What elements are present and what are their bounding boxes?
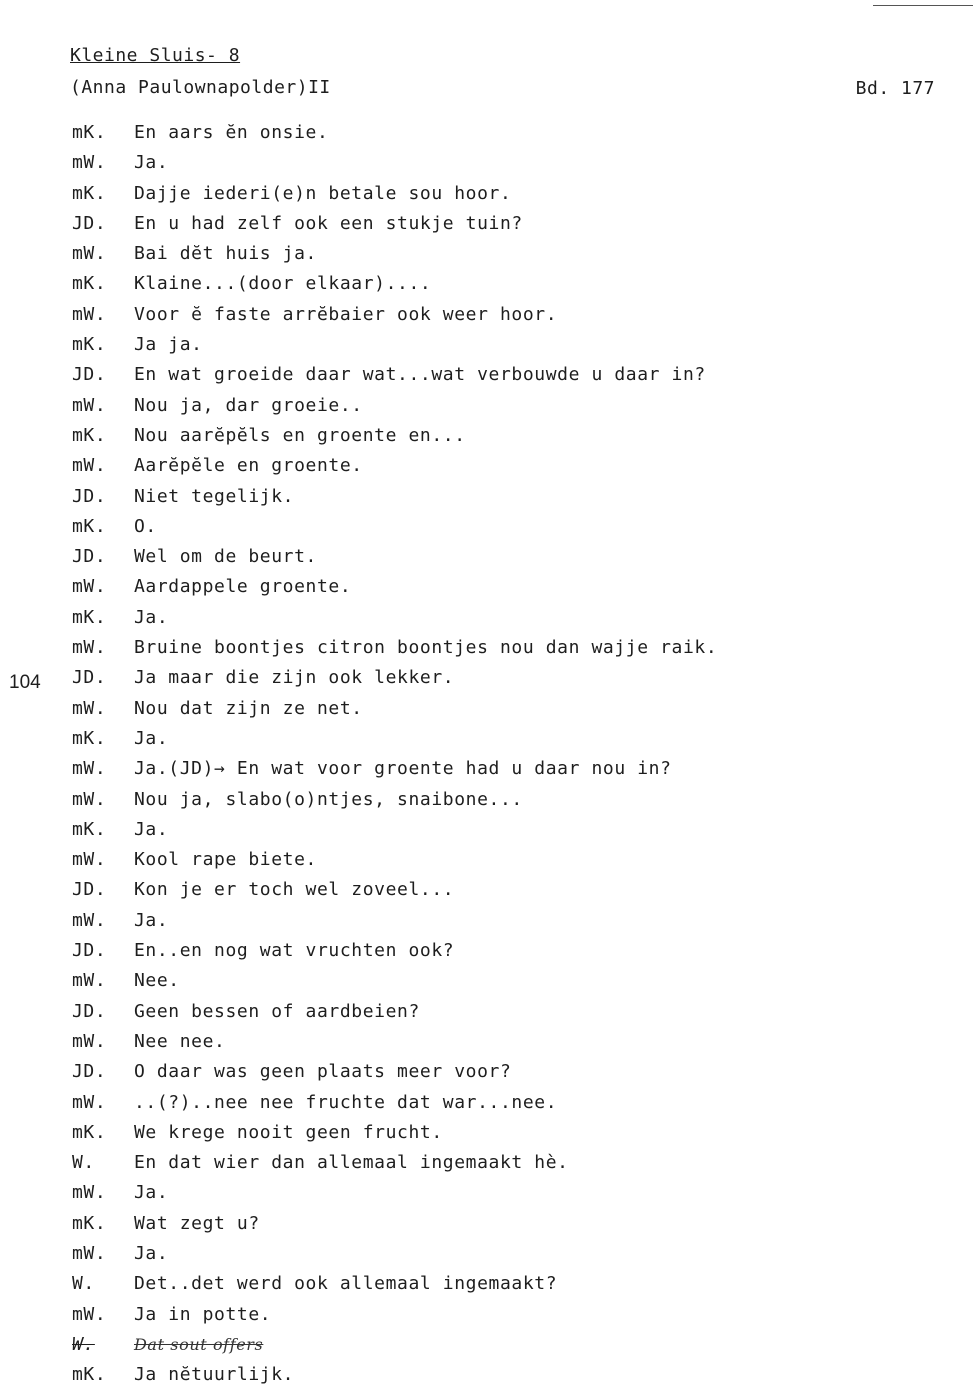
utterance-text: Ja maar die zijn ook lekker. <box>134 667 455 689</box>
utterance-text: En..en nog wat vruchten ook? <box>134 940 455 962</box>
speaker-label: mW. <box>72 394 107 416</box>
transcript-line <box>0 269 973 299</box>
transcript-line <box>0 906 973 936</box>
speaker-label: mW. <box>72 303 107 325</box>
utterance-text: En dat wier dan allemaal ingemaakt hè. <box>134 1152 569 1174</box>
utterance-text: ..(?)..nee nee fruchte dat war...nee. <box>134 1091 558 1113</box>
transcript-line <box>0 1088 973 1118</box>
transcript-line <box>0 572 973 602</box>
transcript-line <box>0 1300 973 1330</box>
speaker-label: mW. <box>72 1242 107 1264</box>
utterance-text: We krege nooit geen frucht. <box>134 1121 443 1143</box>
transcript-body <box>0 118 973 1390</box>
utterance-text: Det..det werd ook allemaal ingemaakt? <box>134 1273 558 1295</box>
speaker-label: mW. <box>72 1303 107 1325</box>
speaker-label: mW. <box>72 576 107 598</box>
transcript-line <box>0 512 973 542</box>
transcript-line <box>0 997 973 1027</box>
transcript-line <box>0 391 973 421</box>
utterance-text: Niet tegelijk. <box>134 485 295 507</box>
page-subtitle: (Anna Paulownapolder)II <box>70 77 331 98</box>
transcript-line <box>0 694 973 724</box>
utterance-text: En wat groeide daar wat...wat verbouwde u daar in? <box>134 364 706 386</box>
transcript-line <box>0 633 973 663</box>
transcript-line <box>0 239 973 269</box>
speaker-label: mW. <box>72 455 107 477</box>
speaker-label: mW. <box>72 849 107 871</box>
transcript-line <box>0 875 973 905</box>
speaker-label: mK. <box>72 122 107 143</box>
transcript-line <box>0 1209 973 1239</box>
utterance-text: Ja in potte. <box>134 1303 272 1325</box>
utterance-text: Ja.(JD)→ En wat voor groente had u daar nou in? <box>134 758 672 780</box>
transcript-line <box>0 1269 973 1299</box>
utterance-text: En u had zelf ook een stukje tuin? <box>134 212 523 234</box>
speaker-label: mW. <box>72 788 107 810</box>
utterance-text: Nou dat zijn ze net. <box>134 697 363 719</box>
transcript-line <box>0 724 973 754</box>
transcript-line <box>0 1027 973 1057</box>
transcript-line <box>0 815 973 845</box>
speaker-label: JD. <box>72 1061 107 1083</box>
transcript-line <box>0 1239 973 1269</box>
utterance-text: Nou ja, dar groeie.. <box>134 394 363 416</box>
speaker-label: mW. <box>72 909 107 931</box>
transcript-line <box>0 148 973 178</box>
speaker-label: mK. <box>72 606 107 628</box>
speaker-label: JD. <box>72 485 107 507</box>
transcript-line <box>0 118 973 148</box>
speaker-label: W. <box>72 1152 95 1174</box>
utterance-text: Geen bessen of aardbeien? <box>134 1000 420 1022</box>
transcript-line <box>0 1330 973 1360</box>
transcript-line <box>0 1118 973 1148</box>
utterance-text: Nee nee. <box>134 1030 226 1052</box>
speaker-label: W. <box>72 1273 95 1295</box>
transcript-line <box>0 1148 973 1178</box>
utterance-text: Nou ja, slabo(o)ntjes, snaibone... <box>134 788 523 810</box>
transcript-line <box>0 845 973 875</box>
utterance-text: Dat sout offers <box>134 1334 264 1354</box>
speaker-label: mW. <box>72 1182 107 1204</box>
speaker-label: mK. <box>72 273 107 295</box>
speaker-label: mK. <box>72 334 107 356</box>
utterance-text: Ja. <box>134 909 169 931</box>
transcript-line <box>0 421 973 451</box>
utterance-text: Aarĕpĕle en groente. <box>134 455 363 477</box>
speaker-label: mK. <box>72 818 107 840</box>
speaker-label: mW. <box>72 970 107 992</box>
speaker-label: mW. <box>72 243 107 265</box>
speaker-label: JD. <box>72 212 107 234</box>
speaker-label: mK. <box>72 182 107 204</box>
transcript-line <box>0 754 973 784</box>
utterance-text: Voor ĕ faste arrĕbaier ook weer hoor. <box>134 303 558 325</box>
utterance-text: Kool rape biete. <box>134 849 317 871</box>
transcript-line <box>0 360 973 390</box>
speaker-label: JD. <box>72 364 107 386</box>
margin-note: 104 <box>9 672 41 693</box>
speaker-label: mW. <box>72 1091 107 1113</box>
transcript-line <box>0 330 973 360</box>
page-title: Kleine Sluis- 8 <box>70 45 241 66</box>
transcript-line <box>0 785 973 815</box>
speaker-label: JD. <box>72 879 107 901</box>
speaker-label: mK. <box>72 1212 107 1234</box>
speaker-label: mW. <box>72 637 107 659</box>
speaker-label: JD. <box>72 546 107 568</box>
transcript-line <box>0 1178 973 1208</box>
utterance-text: O daar was geen plaats meer voor? <box>134 1061 512 1083</box>
utterance-text: Dajje iederi(e)n betale sou hoor. <box>134 182 512 204</box>
utterance-text: Ja. <box>134 1182 169 1204</box>
speaker-label: W. <box>72 1333 95 1355</box>
transcript-line <box>0 482 973 512</box>
transcript-line <box>0 209 973 239</box>
top-edge-rule <box>873 5 973 6</box>
transcript-line <box>0 663 973 693</box>
transcript-line <box>0 603 973 633</box>
utterance-text: Ja. <box>134 1242 169 1264</box>
utterance-text: Wel om de beurt. <box>134 546 317 568</box>
utterance-text: Ja. <box>134 606 169 628</box>
transcript-line <box>0 542 973 572</box>
speaker-label: mW. <box>72 1030 107 1052</box>
utterance-text: Ja. <box>134 818 169 840</box>
utterance-text: Klaine...(door elkaar).... <box>134 273 432 295</box>
utterance-text: Wat zegt u? <box>134 1212 260 1234</box>
utterance-text: Nee. <box>134 970 180 992</box>
speaker-label: mW. <box>72 697 107 719</box>
transcript-line <box>0 936 973 966</box>
transcript-line <box>0 451 973 481</box>
utterance-text: Ja ja. <box>134 334 203 356</box>
utterance-text: Ja. <box>134 152 169 174</box>
utterance-text: O. <box>134 515 157 537</box>
speaker-label: mK. <box>72 424 107 446</box>
utterance-text: Kon je er toch wel zoveel... <box>134 879 455 901</box>
utterance-text: Aardappele groente. <box>134 576 352 598</box>
transcript-line <box>0 300 973 330</box>
transcript-line <box>0 1057 973 1087</box>
transcript-line <box>0 179 973 209</box>
speaker-label: JD. <box>72 1000 107 1022</box>
speaker-label: mK. <box>72 727 107 749</box>
transcript-line <box>0 966 973 996</box>
speaker-label: mW. <box>72 152 107 174</box>
utterance-text: En aars ĕn onsie. <box>134 122 329 143</box>
utterance-text: Ja. <box>134 727 169 749</box>
utterance-text: Bai dĕt huis ja. <box>134 243 317 265</box>
utterance-text: Bruine boontjes citron boontjes nou dan wajje raik. <box>134 637 718 659</box>
transcript-line <box>0 1360 973 1390</box>
speaker-label: mW. <box>72 758 107 780</box>
utterance-text: Nou aarĕpĕls en groente en... <box>134 424 466 446</box>
speaker-label: JD. <box>72 940 107 962</box>
speaker-label: mK. <box>72 1121 107 1143</box>
speaker-label: mK. <box>72 1364 107 1386</box>
utterance-text: Ja nĕtuurlijk. <box>134 1364 295 1386</box>
speaker-label: mK. <box>72 515 107 537</box>
volume-reference: Bd. 177 <box>855 78 935 99</box>
speaker-label: JD. <box>72 667 107 689</box>
